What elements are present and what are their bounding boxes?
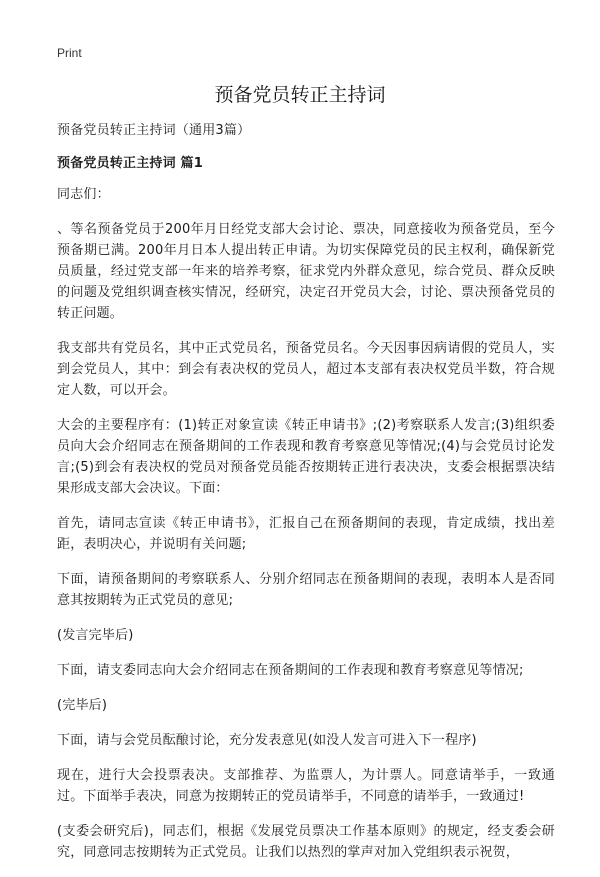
paragraph: (发言完毕后) [57,628,134,643]
print-label: Print [57,46,82,60]
paragraph: 现在，进行大会投票表决。支部推荐、为监票人，为计票人。同意请举手，一致通过。下面举手表决，同意为按期转正的党员请举手，不同意的请举手，一致通过! [57,768,555,804]
paragraph: (完毕后) [57,698,108,713]
paragraph: 下面，请与会党员酝酿讨论，充分发表意见(如没人发言可进入下一程序) [57,733,477,748]
greeting: 同志们： [57,187,110,202]
document-title: 预备党员转正主持词 [214,84,386,106]
paragraph: 下面，请预备期间的考察联系人、分别介绍同志在预备期间的表现，表明本人是否同意其按期转为正式党员的意见; [57,572,555,608]
paragraph: (支委会研究后)，同志们，根据《发展党员票决工作基本原则》的规定，经支委会研究，同意同志按期转为正式党员。让我们以热烈的掌声对加入党组织表示祝贺， [57,824,555,860]
paragraph: 首先，请同志宣读《转正申请书》，汇报自己在预备期间的表现，肯定成绩，找出差距，表明决心，并说明有关问题; [57,516,555,552]
paragraph: 我支部共有党员名，其中正式党员名，预备党员名。今天因事因病请假的党员人，实到会党员人，其中：到会有表决权的党员人，超过本支部有表决权党员半数，符合规定人数，可以开会。 [57,341,555,398]
section-heading: 预备党员转正主持词 篇1 [57,156,203,171]
paragraph: 大会的主要程序有：(1)转正对象宣读《转正申请书》;(2)考察联系人发言;(3)组织委员向大会介绍同志在预备期间的工作表现和教育考察意见等情况;(4)与会党员讨论发言;(5)到会有表决权的党员对预备党员能否按期转正进行表决决，支委会根据票决结果形成支部大会决议。下面： [57,418,555,496]
document-subtitle: 预备党员转正主持词（通用3篇） [57,123,251,138]
paragraph: 、等名预备党员于200年月日经党支部大会讨论、票决，同意接收为预备党员，至今预备期已满。200年月日本人提出转正申请。为切实保障党员的民主权利，确保新党员质量，经过党支部一年来的培养考察，征求党内外群众意见，综合党员、群众反映的问题及党组织调查核实情况，经研究，决定召开党员大会，讨论、票决预备党员的转正问题。 [57,222,555,321]
paragraph: 下面，请支委同志向大会介绍同志在预备期间的工作表现和教育考察意见等情况; [57,663,524,678]
document-body [57,120,555,877]
